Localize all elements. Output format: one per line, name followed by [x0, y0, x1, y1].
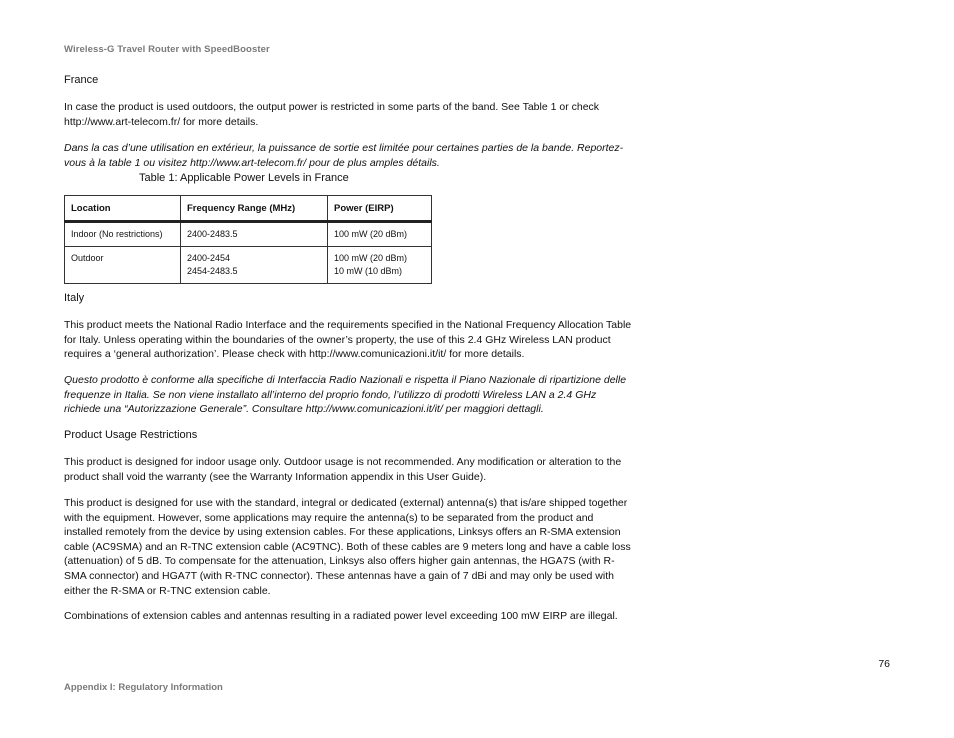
frequency-value: 2400-2454	[187, 253, 231, 263]
table-header-row	[65, 196, 432, 222]
running-footer: Appendix I: Regulatory Information	[64, 682, 223, 693]
france-paragraph-fr: Dans la cas d’une utilisation en extérieur, la puissance de sortie est limitée pour certaines parties de la bande. Reportez-vous à la table 1 ou visitez http://www.art-telecom.fr/ pour de plus amples détails.	[64, 142, 624, 169]
table-cell-location: Indoor (No restrictions)	[65, 222, 181, 247]
column-header-power: Power (EIRP)	[328, 196, 432, 222]
column-header-location: Location	[65, 196, 181, 222]
usage-paragraph-2: This product is designed for use with the standard, integral or dedicated (external) antenna(s) that is/are shipped together with the equipment. However, some applications may require the antenna(s) to be separated from the product and installed remotely from the device by using extension cables. For these applications, Linksys offers an R-SMA extension cable (AC9SMA) and an R-TNC extension cable (AC9TNC). Both of these cables are 9 meters long and have a cable loss (attenuation) of 5 dB. To compensate for the attenuation, Linksys also offers higher gain antennas, the HGA7S (with R-SMA connector) and HGA7T (with R-TNC connector). These antennas have a gain of 7 dBi and may only be used with either the R-SMA or R-TNC extension cable.	[64, 497, 631, 597]
power-value: 100 mW (20 dBm)	[334, 253, 408, 263]
frequency-value: 2454-2483.5	[187, 266, 238, 276]
table-cell-location: Outdoor	[65, 247, 181, 284]
italy-paragraph-it: Questo prodotto è conforme alla specifiche di Interfaccia Radio Nazionali e rispetta il Piano Nazionale di ripartizione delle frequenze in Italia. Se non viene installato all’interno del proprio fondo, l’utilizzo di prodotti Wireless LAN a 2.4 GHz richiede una “Autorizzazione Generale”. Consultare http://www.comunicazioni.it/it/ per maggiori dettagli.	[64, 374, 627, 416]
power-value: 100 mW (20 dBm)	[334, 229, 408, 239]
table-caption: Table 1: Applicable Power Levels in France	[139, 172, 349, 184]
running-header: Wireless-G Travel Router with SpeedBooster	[64, 44, 270, 55]
table-row	[65, 222, 432, 247]
table-cell-frequency	[181, 247, 328, 284]
power-value: 10 mW (10 dBm)	[334, 266, 403, 276]
table-cell-frequency	[181, 222, 328, 247]
power-levels-table	[64, 195, 432, 284]
table-cell-power	[328, 222, 432, 247]
column-header-frequency: Frequency Range (MHz)	[181, 196, 328, 222]
page-number: 76	[878, 658, 890, 670]
usage-heading: Product Usage Restrictions	[64, 429, 198, 441]
france-heading: France	[64, 74, 99, 86]
usage-paragraph-3: Combinations of extension cables and antennas resulting in a radiated power level exceeding 100 mW EIRP are illegal.	[64, 610, 618, 622]
table-row	[65, 247, 432, 284]
table-cell-power	[328, 247, 432, 284]
italy-paragraph-en: This product meets the National Radio Interface and the requirements specified in the National Frequency Allocation Table for Italy. Unless operating within the boundaries of the owner’s property, the use of this 2.4 GHz Wireless LAN product requires a ‘general authorization’. Please check with http://www.comunicazioni.it/it/ for more details.	[64, 319, 632, 361]
italy-heading: Italy	[64, 292, 85, 304]
usage-paragraph-1: This product is designed for indoor usage only. Outdoor usage is not recommended. Any modification or alteration to the product shall void the warranty (see the Warranty Information appendix in this User Guide).	[64, 456, 622, 483]
frequency-value: 2400-2483.5	[187, 229, 238, 239]
france-paragraph-en: In case the product is used outdoors, the output power is restricted in some parts of the band. See Table 1 or check http://www.art-telecom.fr/ for more details.	[64, 101, 600, 128]
